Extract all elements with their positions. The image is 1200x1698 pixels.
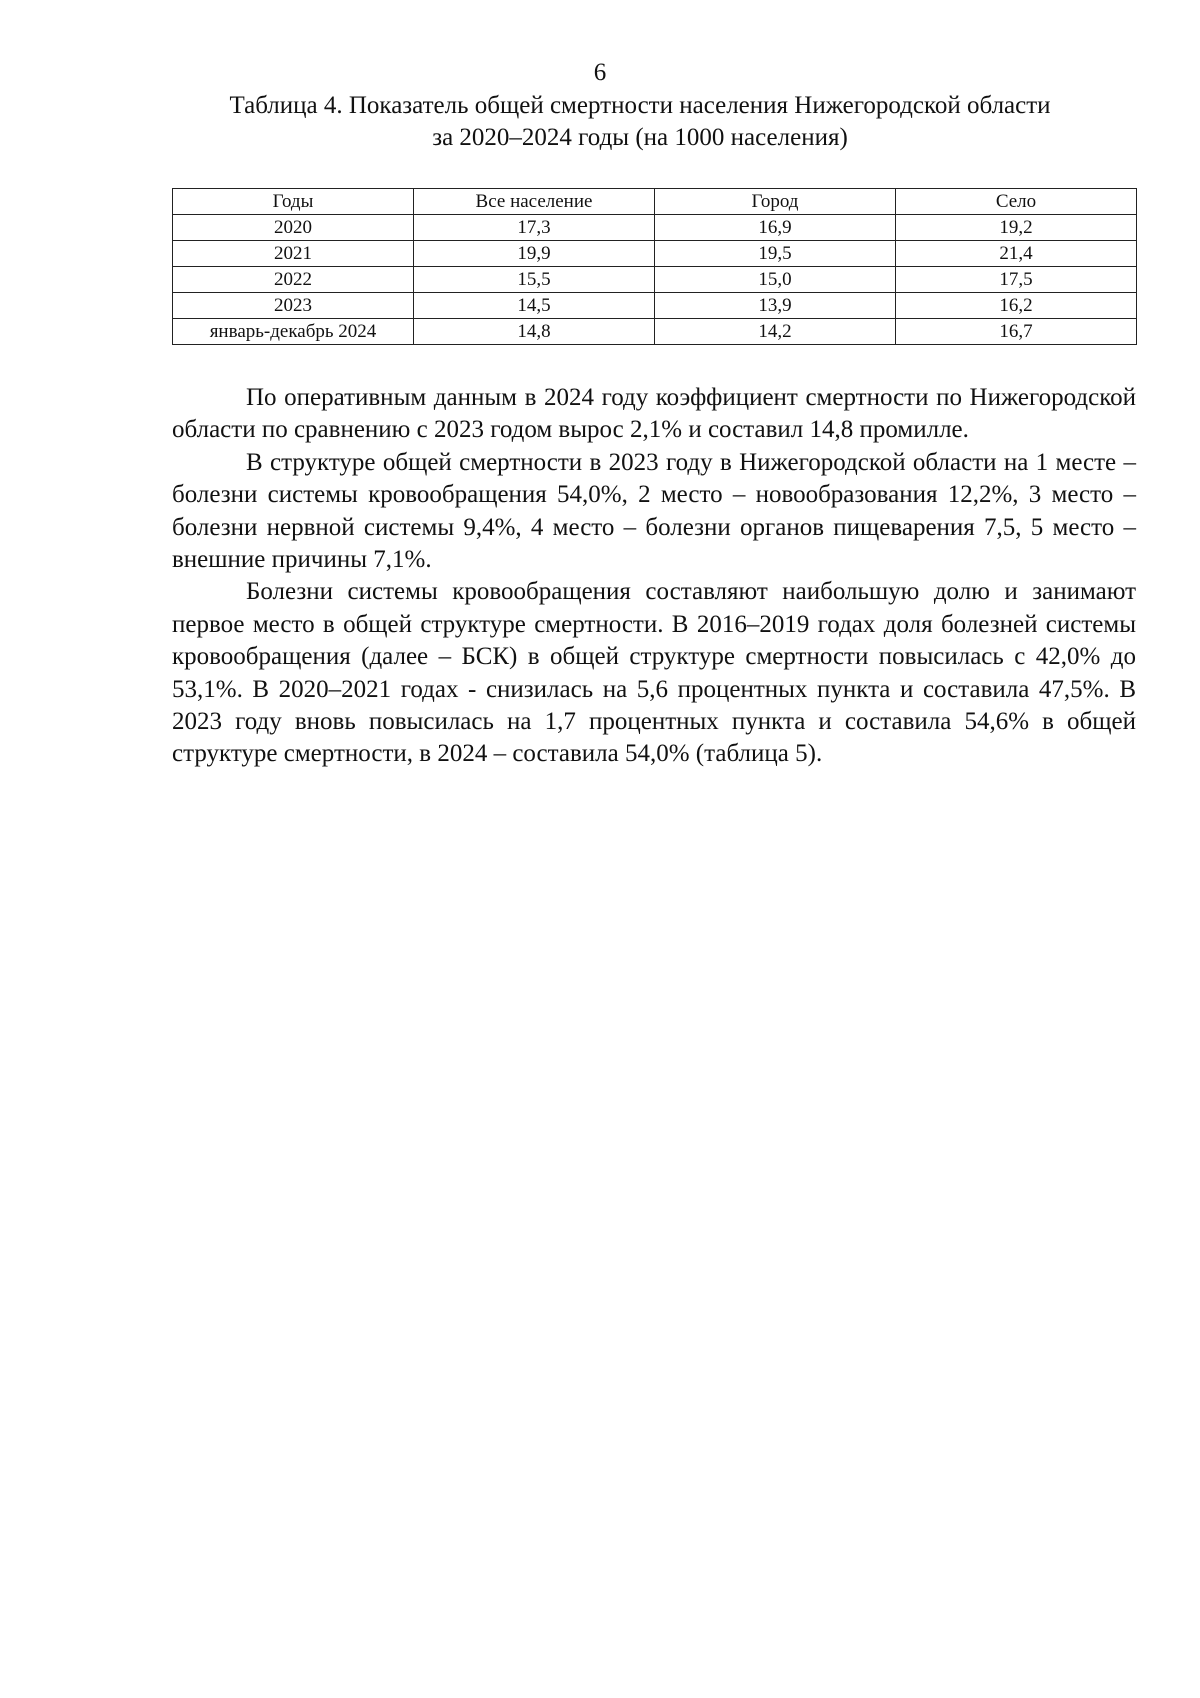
paragraph: Болезни системы кровообращения составляют наибольшую долю и занимают первое место в общей структуре смертности. В 2016–2019 годах доля болезней системы кровообращения (далее – БСК) в общей структуре смертности повысилась с 42,0% до 53,1%. В 2020–2021 годах - снизилась на 5,6 процентных пункта и составила 47,5%. В 2023 году вновь повысилась на 1,7 процентных пункта и составила 54,6% в общей структуре смертности, в 2024 – составила 54,0% (таблица 5). [172,578,1136,768]
table-caption-line-1: Таблица 4. Показатель общей смертности населения Нижегородской области [229,92,1051,119]
table-row [173,215,1137,241]
cell-year: 2023 [173,293,414,319]
cell-village: 17,5 [896,267,1137,293]
cell-year: 2022 [173,267,414,293]
body-text [172,382,1136,771]
header-city: Город [655,189,896,215]
table-row [173,267,1137,293]
cell-year: 2020 [173,215,414,241]
cell-city: 16,9 [655,215,896,241]
mortality-table [172,188,1137,345]
header-total-population: Все население [414,189,655,215]
table-caption-line-2: за 2020–2024 годы (на 1000 населения) [432,124,848,151]
cell-total: 15,5 [414,267,655,293]
cell-total: 14,5 [414,293,655,319]
cell-village: 16,7 [896,319,1137,345]
table-header-row [173,189,1137,215]
table-row [173,293,1137,319]
cell-village: 16,2 [896,293,1137,319]
cell-year: 2021 [173,241,414,267]
cell-total: 14,8 [414,319,655,345]
cell-total: 19,9 [414,241,655,267]
cell-year: январь-декабрь 2024 [173,319,414,345]
page-number: 6 [593,59,607,86]
cell-city: 13,9 [655,293,896,319]
header-village: Село [896,189,1137,215]
cell-city: 19,5 [655,241,896,267]
table-caption [160,90,1120,154]
cell-city: 14,2 [655,319,896,345]
table-row [173,319,1137,345]
paragraph: В структуре общей смертности в 2023 году в Нижегородской области на 1 месте – болезни системы кровообращения 54,0%, 2 место – новообразования 12,2%, 3 место – болезни нервной системы 9,4%, 4 место – болезни органов пищеварения 7,5, 5 место – внешние причины 7,1%. [172,448,1136,574]
cell-village: 21,4 [896,241,1137,267]
header-years: Годы [173,189,414,215]
paragraph: По оперативным данным в 2024 году коэффициент смертности по Нижегородской области по сравнению с 2023 годом вырос 2,1% и составил 14,8 промилле. [172,384,1136,444]
cell-total: 17,3 [414,215,655,241]
cell-city: 15,0 [655,267,896,293]
cell-village: 19,2 [896,215,1137,241]
table-row [173,241,1137,267]
